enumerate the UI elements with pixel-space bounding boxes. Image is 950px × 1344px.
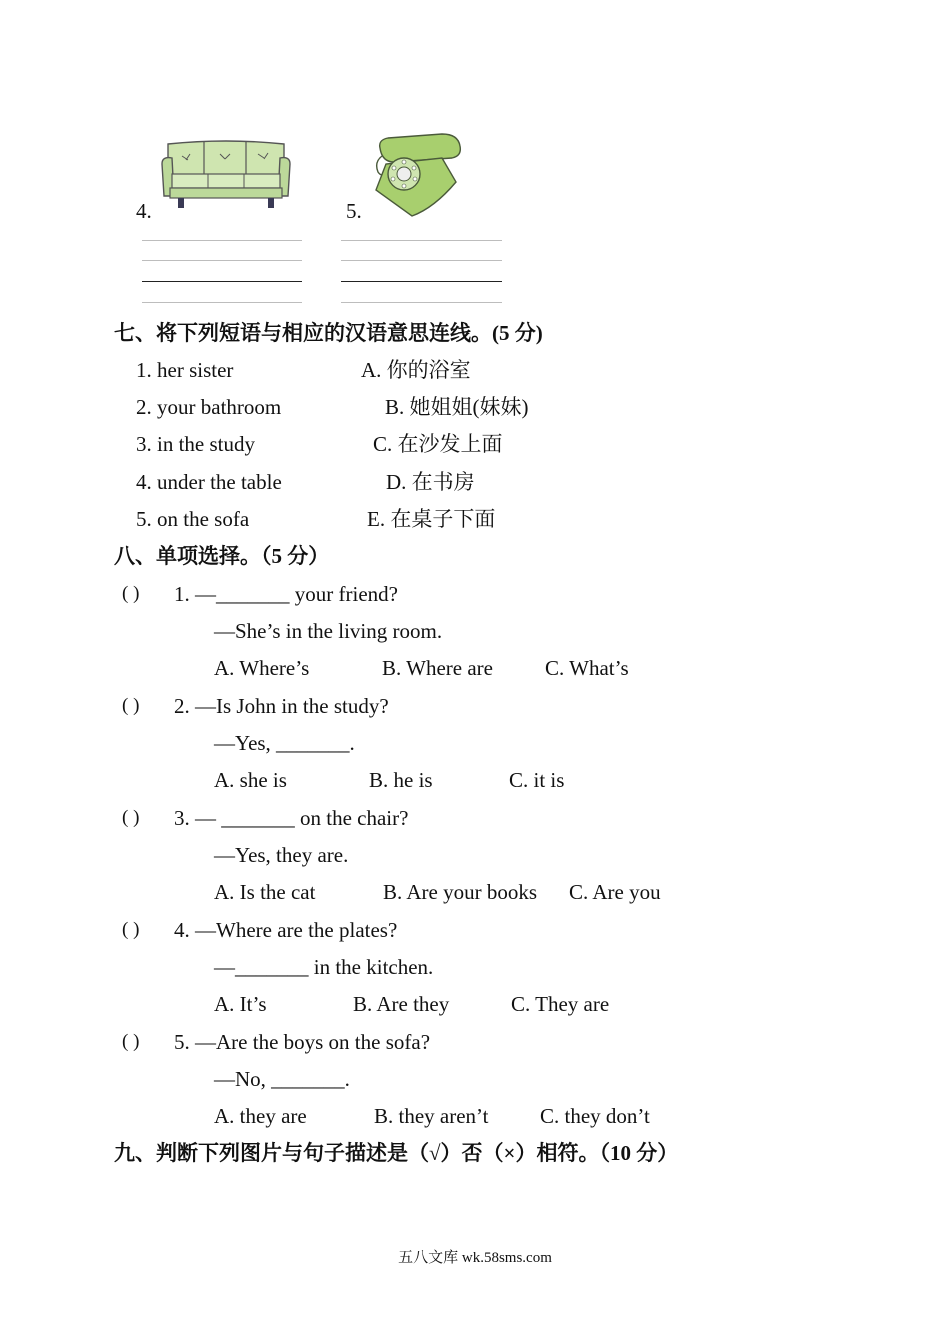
writing-line xyxy=(341,302,502,303)
answer-blank[interactable]: ( ) xyxy=(122,1031,140,1052)
question-text: 4. —Where are the plates? xyxy=(174,918,398,942)
question-text: 5. —Are the boys on the sofa? xyxy=(174,1030,431,1054)
option-b: B. they aren’t xyxy=(374,1104,489,1128)
answer-blank[interactable]: ( ) xyxy=(122,807,140,828)
option-c: C. They are xyxy=(511,992,610,1016)
writing-line xyxy=(142,281,302,282)
option-c: C. Are you xyxy=(569,880,661,904)
sofa-icon xyxy=(160,138,292,212)
option-b: B. Are your books xyxy=(383,880,537,904)
option-c: C. they don’t xyxy=(540,1104,650,1128)
option-a: A. Is the cat xyxy=(214,880,316,904)
option-a: A. they are xyxy=(214,1104,307,1128)
question-text: 1. —_______ your friend? xyxy=(174,582,398,606)
match-right-item: B. 她姐姐(妹妹) xyxy=(385,395,529,419)
match-right-item: C. 在沙发上面 xyxy=(373,432,503,456)
option-a: A. It’s xyxy=(214,992,267,1016)
option-b: B. he is xyxy=(369,768,433,792)
item-number-4: 4. xyxy=(136,199,152,223)
answer-text: —She’s in the living room. xyxy=(214,619,443,643)
section9-title: 九、判断下列图片与句子描述是（√）否（×）相符。（10 分） xyxy=(114,1141,679,1165)
writing-line xyxy=(341,281,502,282)
page-footer: 五八文库 wk.58sms.com xyxy=(398,1250,552,1266)
option-a: A. Where’s xyxy=(214,656,310,680)
writing-line xyxy=(142,240,302,241)
answer-text: —Yes, _______. xyxy=(214,731,355,755)
writing-line xyxy=(142,260,302,261)
answer-blank[interactable]: ( ) xyxy=(122,695,140,716)
section8-title: 八、单项选择。（5 分） xyxy=(114,544,330,568)
match-right-item: A. 你的浴室 xyxy=(361,358,471,382)
match-right-item: D. 在书房 xyxy=(386,470,475,494)
answer-text: —No, _______. xyxy=(214,1067,350,1091)
option-b: B. Where are xyxy=(382,656,493,680)
match-left-item: 4. under the table xyxy=(136,470,282,494)
answer-text: —Yes, they are. xyxy=(214,843,349,867)
answer-blank[interactable]: ( ) xyxy=(122,583,140,604)
item-number-5: 5. xyxy=(346,199,362,223)
writing-line xyxy=(341,240,502,241)
option-c: C. What’s xyxy=(545,656,629,680)
match-left-item: 5. on the sofa xyxy=(136,507,250,531)
match-left-item: 3. in the study xyxy=(136,432,255,456)
writing-line xyxy=(142,302,302,303)
answer-blank[interactable]: ( ) xyxy=(122,919,140,940)
option-a: A. she is xyxy=(214,768,287,792)
writing-line xyxy=(341,260,502,261)
answer-text: —_______ in the kitchen. xyxy=(214,955,434,979)
option-b: B. Are they xyxy=(353,992,450,1016)
match-right-item: E. 在桌子下面 xyxy=(367,507,496,531)
section7-title: 七、将下列短语与相应的汉语意思连线。(5 分) xyxy=(114,321,543,345)
telephone-icon xyxy=(372,132,464,218)
match-left-item: 2. your bathroom xyxy=(136,395,282,419)
question-text: 3. — _______ on the chair? xyxy=(174,806,409,830)
match-left-item: 1. her sister xyxy=(136,358,234,382)
question-text: 2. —Is John in the study? xyxy=(174,694,389,718)
option-c: C. it is xyxy=(509,768,565,792)
